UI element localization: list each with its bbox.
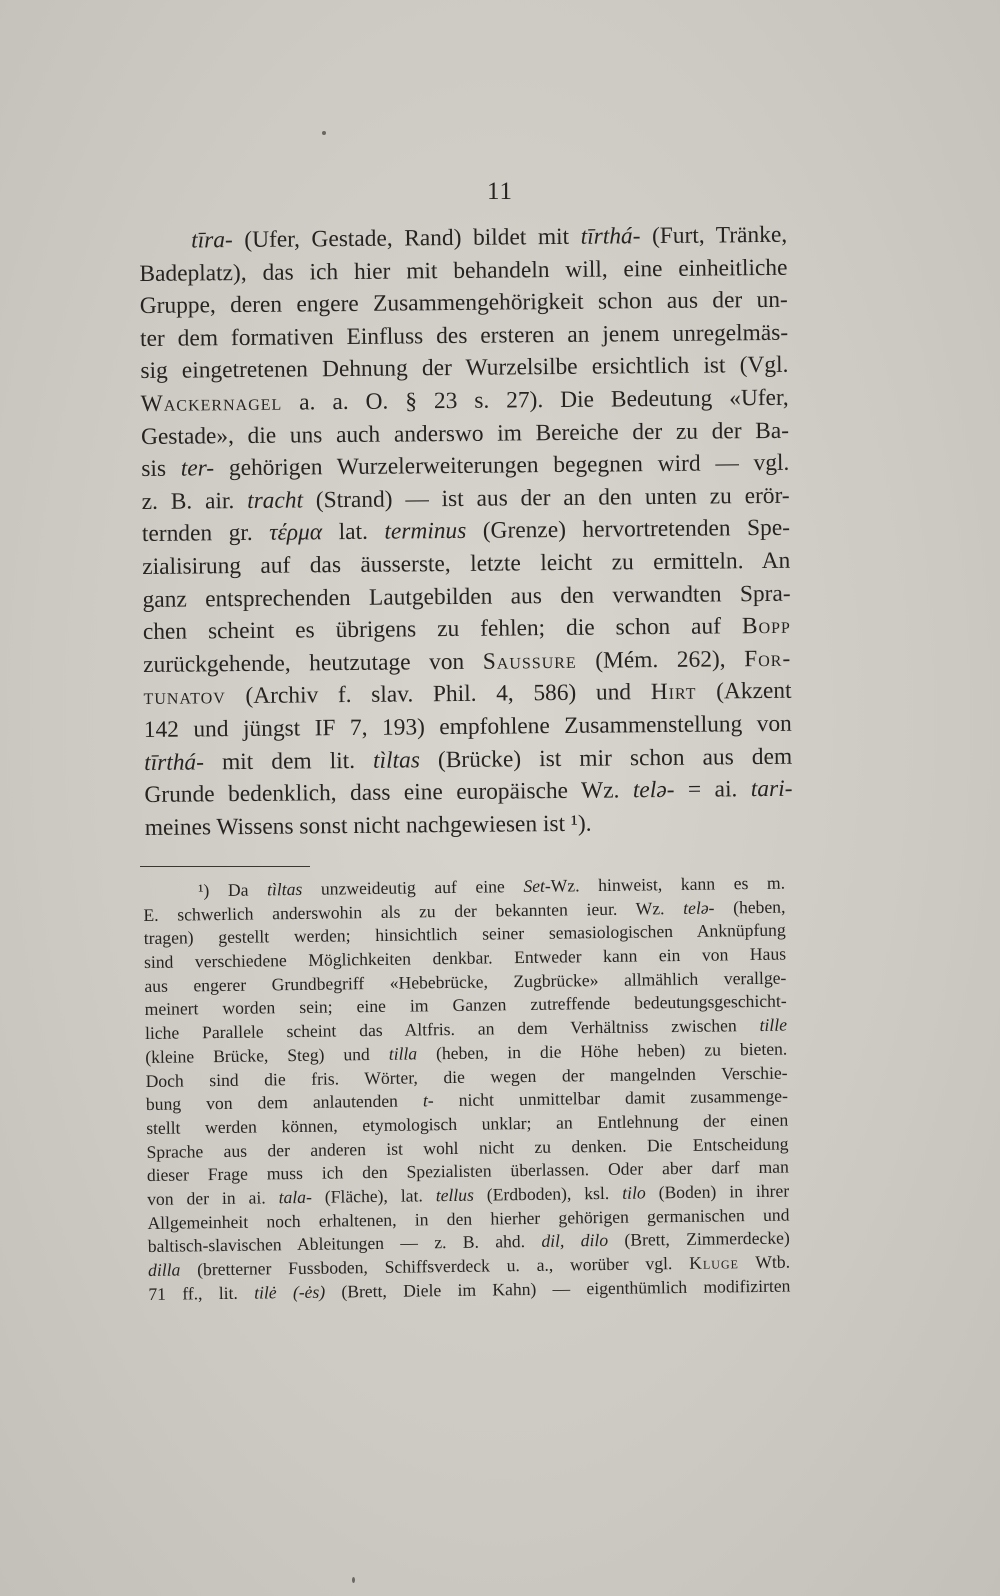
text-run: a. a. O. § 23 s. 27). Die Bedeutung «Ufer,	[282, 384, 789, 416]
text-line	[145, 805, 793, 844]
text-run: (heben, in die Höhe heben) zu bieten.	[416, 1038, 788, 1064]
italic-term: Set	[523, 875, 546, 897]
text-run: (Fläche), lat.	[311, 1185, 436, 1207]
text-run: (Akzent	[696, 678, 792, 705]
author-name: Bopp	[741, 612, 792, 640]
text-run: (Mém. 262),	[576, 645, 745, 674]
text-run: Gruppe, deren engere Zusammengehörigkeit schon aus der un-	[139, 286, 788, 320]
page-number: 11	[486, 178, 514, 205]
italic-term: tīra-	[191, 227, 233, 254]
text-run: gehörigen Wurzelerweiterungen begegnen wird — vgl.	[214, 449, 790, 482]
text-run: meinert worden sein; eine im Ganzen zutreffende bedeutungsgeschicht-	[144, 991, 787, 1020]
text-run: (Archiv f. slav. Phil. 4, 586) und	[225, 679, 651, 710]
italic-term: tìltas	[372, 746, 421, 774]
text-run: (heben,	[714, 896, 786, 918]
text-run: (Strand) — ist aus der an den unten zu erör-	[302, 482, 790, 514]
text-run: meines Wissens sonst nicht nachgewiesen ist ¹).	[144, 810, 592, 841]
text-run: unzweideutig auf eine	[302, 876, 524, 899]
text-run: ter dem formativen Einfluss des ersteren an jenem unregelmäs-	[139, 319, 789, 352]
italic-term: tari-	[750, 775, 793, 803]
text-run: ganz entsprechenden Lautgebilden aus den verwandten Spra-	[142, 580, 791, 613]
text-run: sis	[141, 455, 181, 483]
text-run: (Grenze) hervortretenden Spe-	[466, 515, 791, 545]
text-run: Doch sind die fris. Wörter, die wegen der mangelnden Verschie-	[145, 1062, 788, 1091]
italic-term: dil, dilo	[541, 1230, 609, 1252]
text-run: zialisirung auf das äusserste, letzte leicht zu ermitteln. An	[142, 547, 791, 580]
text-run: E. schwerlich anderswohin als zu der bekannten ieur. Wz.	[143, 897, 684, 925]
text-run: sind verschiedene Möglichkeiten denkbar. Entweder kann ein von Haus	[143, 943, 787, 973]
text-run: chen scheint es übrigens zu fehlen; die schon auf	[142, 613, 743, 646]
italic-term: telə-	[683, 897, 715, 918]
italic-term: ter-	[180, 455, 215, 482]
author-name: For-	[744, 645, 792, 672]
paper-speck	[322, 131, 326, 135]
text-run: sig eingetretenen Dehnung der Wurzelsilbe ersichtlich ist (Vgl.	[140, 352, 789, 385]
author-name: Hirt	[650, 678, 697, 706]
text-run: aus engerer Grundbegriff «Hebebrücke, Zugbrücke» allmählich verallge-	[144, 967, 787, 996]
text-run: nicht unmittelbar damit zusammenge-	[433, 1085, 789, 1111]
author-name: Kluge	[689, 1252, 739, 1273]
text-run: z. B. air.	[141, 487, 248, 515]
text-run: mit dem lit.	[203, 747, 374, 775]
text-run: stellt werden können, etymologisch unklar; an Entlehnung der einen	[146, 1109, 789, 1138]
text-run: zurückgehende, heutzutage von	[143, 648, 483, 678]
italic-term: tracht	[247, 487, 304, 514]
italic-term: telə-	[632, 776, 675, 804]
text-run: Grunde bedenklich, dass eine europäische Wz.	[144, 777, 633, 809]
footnote	[143, 872, 791, 1307]
text-line	[144, 773, 792, 812]
italic-term: tellus	[435, 1184, 475, 1206]
italic-term: t-	[422, 1090, 434, 1111]
italic-term: tilė (-ės)	[253, 1281, 326, 1303]
text-run: (Brett, Zimmerdecke)	[607, 1227, 790, 1251]
footnote-separator	[140, 866, 310, 867]
italic-term: tīrthá-	[580, 223, 641, 250]
italic-term: tille	[759, 1014, 788, 1036]
text-run: 71 ff., lit.	[148, 1282, 255, 1304]
author-name: tunatov	[143, 683, 226, 711]
text-run: (Erdboden), ksl.	[473, 1182, 623, 1205]
text-run: Sprache aus der anderen ist wohl nicht zu denken. Die Entscheidung	[146, 1133, 789, 1162]
italic-term: τέρμα	[269, 519, 323, 547]
italic-term: tilo	[622, 1182, 646, 1203]
text-run: Badeplatz), das ich hier mit behandeln will, eine einheitliche	[139, 254, 788, 287]
text-run: (Ufer, Gestade, Rand) bildet mit	[232, 223, 581, 254]
italic-term: tìltas	[266, 878, 303, 900]
text-line	[144, 708, 792, 747]
italic-term: terminus	[384, 518, 467, 546]
text-run: von der in ai.	[147, 1187, 279, 1209]
text-run: = ai.	[674, 776, 751, 803]
author-name: Wackernagel	[140, 389, 283, 417]
italic-term: tala-	[278, 1186, 313, 1208]
italic-term: dilla	[147, 1259, 181, 1280]
text-run: Wtb.	[738, 1251, 791, 1273]
text-run: (Brücke) ist mir schon aus dem	[419, 743, 793, 773]
text-run: liche Parallele scheint das Altfris. an dem Verhältniss zwischen	[144, 1015, 760, 1044]
text-run: -Wz. hinweist, kann es m.	[544, 872, 786, 896]
text-run: bung von dem anlautenden	[145, 1090, 424, 1115]
text-run: (Brett, Diele im Kahn) — eigenthümlich modifizirten	[324, 1275, 791, 1302]
text-run: (bretterner Fussboden, Schiffsverdeck u. a., worüber vgl.	[180, 1252, 690, 1280]
italic-term: tilla	[388, 1043, 418, 1064]
italic-term: tīrthá-	[144, 748, 205, 776]
text-run: ternden gr.	[141, 520, 270, 548]
text-run: dieser Frage muss ich den Spezialisten überlassen. Oder aber darf man	[146, 1156, 789, 1186]
text-run: Allgemeinheit noch erhaltenen, in den hierher gehörigen germanischen und	[147, 1204, 790, 1233]
text-run: Gestade», die uns auch anderswo im Bereiche der zu der Ba-	[140, 417, 790, 450]
author-name: Saussure	[482, 647, 577, 675]
text-run: baltisch-slavischen Ableitungen — z. B. ahd.	[147, 1231, 542, 1257]
main-paragraph	[139, 219, 793, 844]
paper-speck	[352, 1577, 355, 1583]
text-run: (Furt, Tränke,	[640, 221, 788, 250]
text-run: 142 und jüngst IF 7, 193) empfohlene Zusammenstellung von	[143, 710, 792, 743]
text-run: ¹) Da	[198, 879, 268, 901]
text-run: (Boden) in ihrer	[645, 1180, 790, 1203]
text-run: (kleine Brücke, Steg) und	[145, 1043, 389, 1067]
text-run: tragen) gestellt werden; hinsichtlich seiner semasiologischen Anknüpfung	[143, 919, 786, 949]
text-run: lat.	[321, 519, 385, 546]
